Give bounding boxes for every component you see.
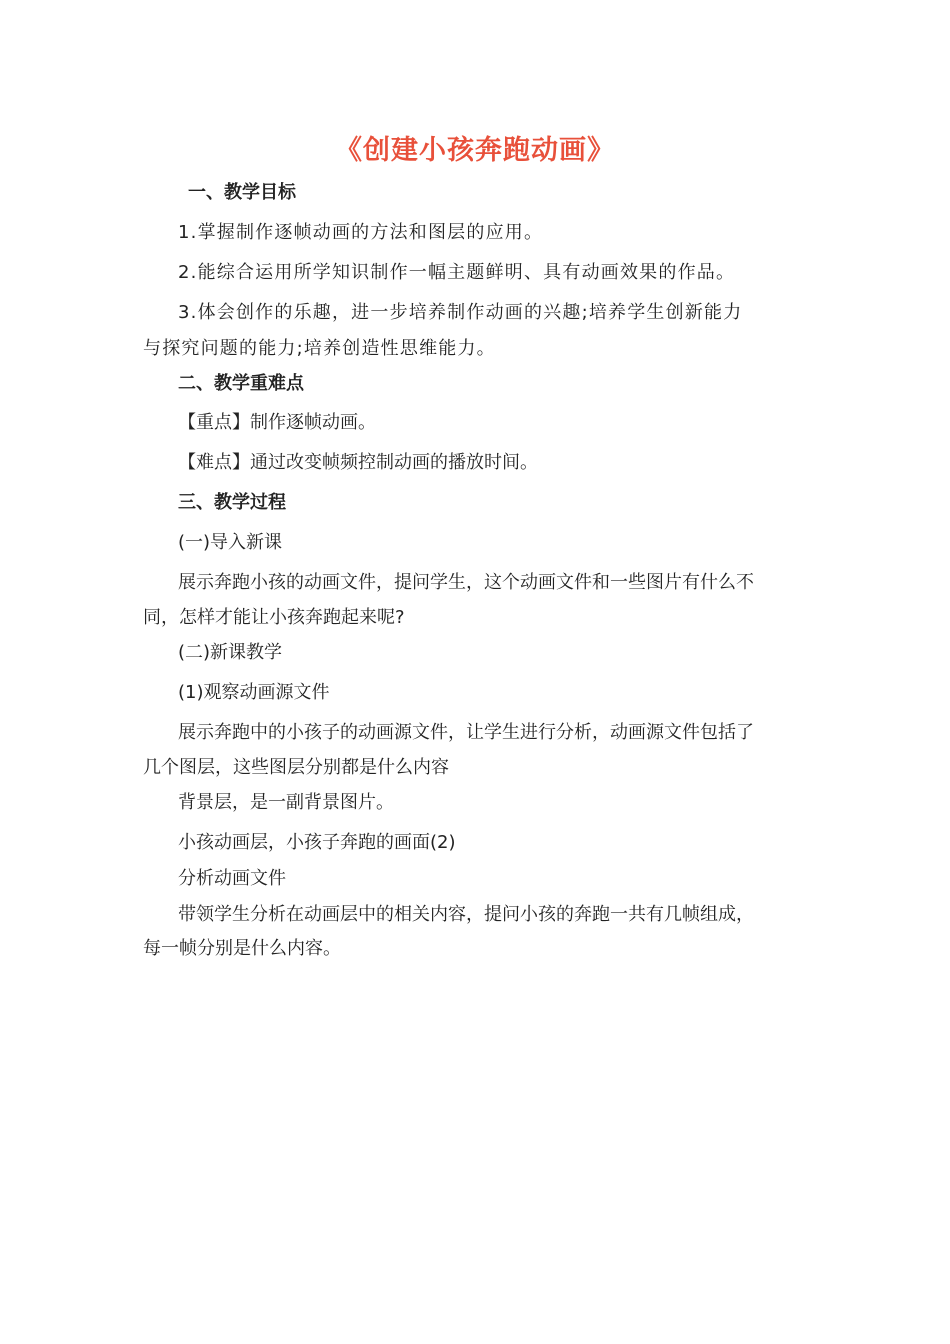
objective-3-line-2: 与探究问题的能力;培养创造性思维能力。 — [143, 338, 496, 359]
step-1-text-line-1: 展示奔跑小孩的动画文件，提问学生，这个动画文件和一些图片有什么不 — [178, 572, 754, 593]
step-2-text-line-2: 几个图层，这些图层分别都是什么内容 — [143, 757, 449, 778]
analyze-text-line-1: 带领学生分析在动画层中的相关内容，提问小孩的奔跑一共有几帧组成， — [178, 904, 754, 925]
document-title: 《创建小孩奔跑动画》 — [335, 135, 615, 166]
layer-background: 背景层，是一副背景图片。 — [178, 792, 394, 813]
step-2-sub-1: (1)观察动画源文件 — [178, 682, 330, 703]
analyze-text-line-2: 每一帧分别是什么内容。 — [143, 938, 341, 959]
layer-kid-animation: 小孩动画层，小孩子奔跑的画面(2) — [178, 832, 456, 853]
section-heading-key-points: 二、教学重难点 — [178, 373, 304, 394]
objective-2: 2.能综合运用所学知识制作一幅主题鲜明、具有动画效果的作品。 — [178, 262, 736, 283]
step-2-text-line-1: 展示奔跑中的小孩子的动画源文件，让学生进行分析，动画源文件包括了 — [178, 722, 754, 743]
key-point: 【重点】制作逐帧动画。 — [178, 412, 376, 433]
objective-1: 1.掌握制作逐帧动画的方法和图层的应用。 — [178, 222, 544, 243]
step-2-heading: (二)新课教学 — [178, 642, 283, 663]
analyze-heading: 分析动画文件 — [178, 868, 286, 889]
difficult-point: 【难点】通过改变帧频控制动画的播放时间。 — [178, 452, 538, 473]
section-heading-objectives: 一、教学目标 — [188, 182, 296, 203]
step-1-text-line-2: 同，怎样才能让小孩奔跑起来呢? — [143, 607, 405, 628]
objective-3-line-1: 3.体会创作的乐趣，进一步培养制作动画的兴趣;培养学生创新能力 — [178, 302, 743, 323]
step-1-heading: (一)导入新课 — [178, 532, 283, 553]
section-heading-process: 三、教学过程 — [178, 492, 286, 513]
